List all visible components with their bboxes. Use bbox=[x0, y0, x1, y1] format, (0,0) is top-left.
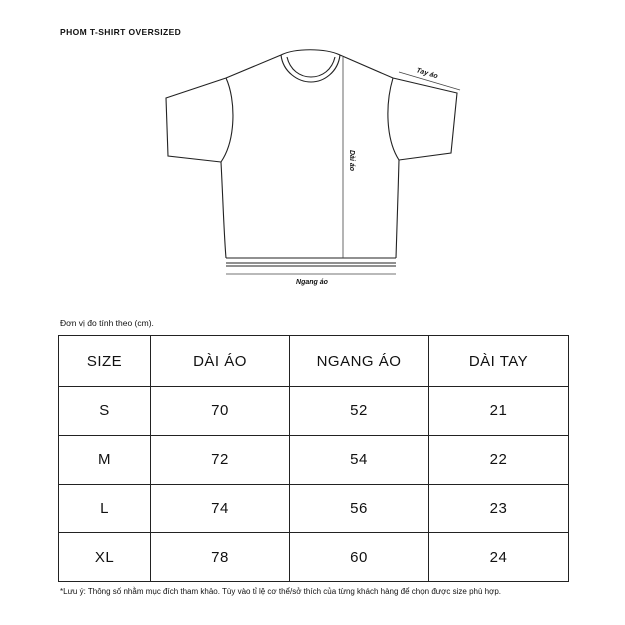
cell-width: 60 bbox=[290, 533, 429, 582]
tshirt-diagram bbox=[0, 0, 625, 300]
cell-sleeve: 24 bbox=[429, 533, 569, 582]
cell-size: XL bbox=[59, 533, 151, 582]
header-length: DÀI ÁO bbox=[151, 336, 290, 387]
cell-length: 78 bbox=[151, 533, 290, 582]
cell-sleeve: 23 bbox=[429, 484, 569, 533]
cell-width: 54 bbox=[290, 435, 429, 484]
page-title: PHOM T-SHIRT OVERSIZED bbox=[60, 27, 182, 37]
cell-size: L bbox=[59, 484, 151, 533]
table-header-row bbox=[59, 336, 569, 387]
table-row bbox=[59, 533, 569, 582]
table-row bbox=[59, 435, 569, 484]
footnote: *Lưu ý: Thông số nhằm mục đích tham khảo. Tùy vào tỉ lệ cơ thể/sở thích của từng khách hàng để chọn được size phù hợp. bbox=[60, 587, 501, 596]
cell-sleeve: 22 bbox=[429, 435, 569, 484]
cell-size: M bbox=[59, 435, 151, 484]
cell-length: 70 bbox=[151, 387, 290, 436]
sleeve-label: Tay áo bbox=[415, 67, 439, 81]
cell-width: 52 bbox=[290, 387, 429, 436]
cell-size: S bbox=[59, 387, 151, 436]
header-width: NGANG ÁO bbox=[290, 336, 429, 387]
table-row bbox=[59, 484, 569, 533]
table-row bbox=[59, 387, 569, 436]
cell-sleeve: 21 bbox=[429, 387, 569, 436]
cell-length: 74 bbox=[151, 484, 290, 533]
cell-length: 72 bbox=[151, 435, 290, 484]
width-label: Ngang áo bbox=[296, 279, 328, 286]
header-sleeve: DÀI TAY bbox=[429, 336, 569, 387]
header-size: SIZE bbox=[59, 336, 151, 387]
length-label: Dài áo bbox=[348, 150, 355, 172]
cell-width: 56 bbox=[290, 484, 429, 533]
unit-note: Đơn vị đo tính theo (cm). bbox=[60, 318, 154, 328]
size-table bbox=[58, 335, 569, 582]
